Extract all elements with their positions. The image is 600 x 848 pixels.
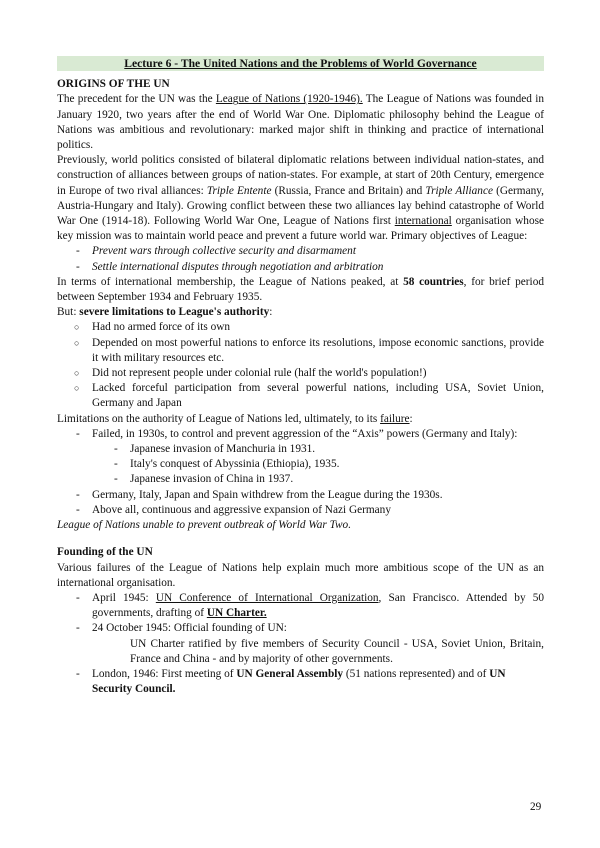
list-item: ○ Did not represent people under colonial rule (half the world's population!) — [57, 366, 544, 381]
list-item: - Settle international disputes through negotiation and arbitration — [57, 260, 544, 275]
list-item: - Japanese invasion of Manchuria in 1931. — [57, 442, 544, 457]
list-item: - Above all, continuous and aggressive expansion of Nazi Germany — [57, 503, 544, 518]
page-title: Lecture 6 - The United Nations and the Problems of World Governance — [57, 56, 544, 71]
founding-list — [57, 591, 544, 637]
list-item: ○ Had no armed force of its own — [57, 320, 544, 335]
list-item: - Failed, in 1930s, to control and prevent aggression of the “Axis” powers (Germany and Italy): — [57, 427, 544, 442]
list-item: - Germany, Italy, Japan and Spain withdrew from the League during the 1930s. — [57, 488, 544, 503]
list-item: - London, 1946: First meeting of UN General Assembly (51 nations represented) and of UN Security Council. — [57, 667, 544, 697]
section-heading-founding: Founding of the UN — [57, 546, 153, 559]
page-number: 29 — [530, 801, 542, 813]
failure-more-list — [57, 488, 544, 518]
list-item: - April 1945: UN Conference of International Organization, San Francisco. Attended by 50 governments, drafting of UN Charter. — [57, 591, 544, 621]
league-of-nations-link: League of Nations (1920-1946). — [215, 93, 363, 106]
paragraph-previously: Previously, world politics consisted of bilateral diplomatic relations between individual nation-states, and construction of alliances between groups of nation-states. For example, at start of 20th Century, emergence in Europe of two rival alliances: Triple Entente (Russia, France and Britain) and Triple Alliance (Germany, Austria-Hungary and Italy). Growing conflict between these two alliances lay behind catastrophe of World War One (1914-18). Following World War One, League of Nations first international organisation whose key mission was to maintain world peace and prevent a future world war. Primary objectives of League: — [57, 154, 545, 243]
limitations-list — [57, 320, 544, 411]
list-item: - Prevent wars through collective security and disarmament — [57, 244, 544, 259]
document-page — [57, 56, 544, 697]
objectives-list — [57, 244, 544, 274]
failure-list — [57, 427, 544, 442]
paragraph-conclusion: League of Nations unable to prevent outbreak of World War Two. — [57, 519, 352, 532]
paragraph-membership: In terms of international membership, the League of Nations peaked, at 58 countries, for brief period between September 1934 and February 1935. — [57, 275, 544, 304]
list-item: - Japanese invasion of China in 1937. — [57, 472, 544, 487]
paragraph-limitations-intro: But: severe limitations to League's authority: — [57, 306, 273, 319]
charter-ratification-note: UN Charter ratified by five members of Security Council - USA, Soviet Union, Britain, France and China - and by majority of other governments. — [130, 637, 544, 665]
paragraph-precedent: The precedent for the UN was the League of Nations (1920-1946). The League of Nations was founded in January 1920, two years after the end of World War One. Diplomatic philosophy behind the League of Nations was ambitious and revolutionary: marked major shift in thinking and practice of international politics. — [57, 93, 544, 152]
founding-list-continued — [57, 667, 544, 697]
list-item: - 24 October 1945: Official founding of UN: — [57, 621, 544, 636]
list-item: ○ Lacked forceful participation from several powerful nations, including USA, Soviet Union, Germany and Japan — [57, 381, 544, 411]
section-heading-origins: ORIGINS OF THE UN — [57, 78, 170, 91]
paragraph-founding-intro: Various failures of the League of Nations help explain much more ambitious scope of the UN as an international organisation. — [57, 561, 544, 589]
paragraph-failure-intro: Limitations on the authority of League of Nations led, ultimately, to its failure: — [57, 412, 413, 425]
failure-sub-list — [57, 442, 544, 488]
list-item: - Italy's conquest of Abyssinia (Ethiopia), 1935. — [57, 457, 544, 472]
list-item: ○ Depended on most powerful nations to enforce its resolutions, impose economic sanctions, provide it with military resources etc. — [57, 336, 544, 366]
